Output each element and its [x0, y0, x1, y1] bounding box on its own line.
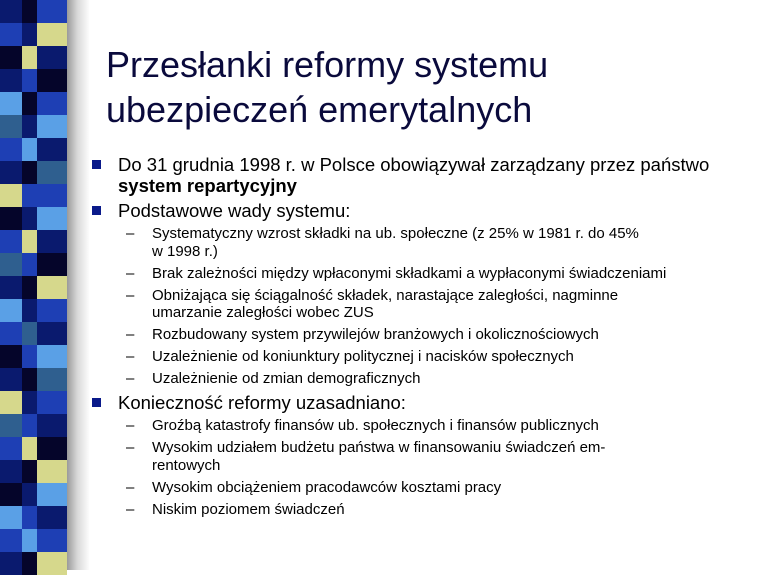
- strip-block: [0, 46, 22, 69]
- strip-block: [37, 276, 67, 299]
- dash-marker: –: [126, 500, 135, 518]
- sub-item-text: rentowych: [152, 456, 221, 474]
- strip-block: [0, 391, 22, 414]
- strip-block: [22, 161, 37, 184]
- title-line-2: ubezpieczeń emerytalnych: [106, 89, 533, 130]
- strip-block: [37, 184, 67, 207]
- strip-block: [22, 437, 37, 460]
- strip-block: [22, 230, 37, 253]
- strip-block: [22, 23, 37, 46]
- bullet-bold-text: system repartycyjny: [118, 175, 297, 196]
- strip-block: [0, 92, 22, 115]
- strip-block: [22, 184, 37, 207]
- sub-item-text: w 1998 r.): [152, 242, 218, 260]
- dash-marker: –: [126, 326, 135, 343]
- strip-block: [0, 161, 22, 184]
- sub-item: [92, 501, 742, 519]
- strip-block: [37, 322, 67, 345]
- strip-block: [0, 322, 22, 345]
- sub-item-text: Wysokim obciążeniem pracodawców kosztami pracy: [152, 478, 502, 496]
- strip-block: [37, 345, 67, 368]
- bullet-square-icon: [92, 398, 101, 407]
- strip-block: [22, 115, 37, 138]
- sub-item: [92, 439, 742, 474]
- strip-block: [22, 0, 37, 23]
- sub-item-text: Brak zależności między wpłaconymi składkami a wypłaconymi świadczeniami: [152, 264, 667, 282]
- sub-item-text: umarzanie zaległości wobec ZUS: [152, 304, 374, 321]
- strip-block: [37, 483, 67, 506]
- sub-item-text: Groźbą katastrofy finansów ub. społecznych i finansów publicznych: [152, 417, 599, 434]
- strip-block: [0, 299, 22, 322]
- dash-marker: –: [126, 286, 135, 304]
- strip-block: [22, 92, 37, 115]
- strip-block: [37, 92, 67, 115]
- strip-block: [0, 529, 22, 552]
- strip-block: [0, 414, 22, 437]
- strip-block: [37, 391, 67, 414]
- strip-block: [37, 230, 67, 253]
- strip-block: [0, 483, 22, 506]
- strip-block: [0, 115, 22, 138]
- strip-block: [0, 368, 22, 391]
- strip-block: [0, 184, 22, 207]
- strip-block: [22, 460, 37, 483]
- strip-block: [0, 437, 22, 460]
- strip-block: [22, 138, 37, 161]
- strip-block: [37, 368, 67, 391]
- strip-block: [22, 46, 37, 69]
- dash-marker: –: [126, 478, 135, 496]
- strip-block: [22, 529, 37, 552]
- strip-block: [37, 414, 67, 437]
- sub-item-text: Obniżająca się ściągalność składek, narastające zaległości, nagminne: [152, 286, 619, 304]
- strip-block: [0, 138, 22, 161]
- bullet-item: [92, 392, 742, 413]
- bullet-square-icon: [92, 206, 101, 215]
- sub-item-text: Wysokim udziałem budżetu państwa w finansowaniu świadczeń em-: [152, 439, 606, 456]
- strip-block: [22, 552, 37, 575]
- strip-block: [0, 253, 22, 276]
- sub-item: [92, 417, 742, 435]
- strip-block: [37, 506, 67, 529]
- strip-block: [22, 207, 37, 230]
- bullet-text: Konieczność reformy uzasadniano:: [118, 392, 406, 413]
- dash-marker: –: [126, 264, 135, 282]
- sub-item: [92, 479, 742, 497]
- strip-block: [37, 46, 67, 69]
- strip-block: [0, 230, 22, 253]
- strip-block: [22, 322, 37, 345]
- strip-block: [37, 161, 67, 184]
- slide-content: [92, 154, 742, 523]
- strip-block: [0, 0, 22, 23]
- dash-marker: –: [126, 370, 135, 387]
- strip-block: [22, 391, 37, 414]
- strip-block: [0, 345, 22, 368]
- sub-item: [92, 326, 742, 344]
- sub-item: [92, 225, 742, 260]
- strip-block: [37, 437, 67, 460]
- slide-title: [106, 42, 746, 132]
- strip-block: [37, 460, 67, 483]
- strip-block: [37, 69, 67, 92]
- strip-block: [0, 506, 22, 529]
- strip-block: [37, 529, 67, 552]
- sub-item: [92, 287, 742, 322]
- sub-item-text: Uzależnienie od koniunktury politycznej i nacisków społecznych: [152, 348, 574, 365]
- strip-block: [22, 276, 37, 299]
- dash-marker: –: [126, 348, 135, 365]
- strip-shadow: [67, 0, 90, 570]
- strip-block: [0, 552, 22, 575]
- sub-item: [92, 348, 742, 366]
- strip-block: [22, 368, 37, 391]
- strip-block: [0, 276, 22, 299]
- sub-item: [92, 265, 742, 283]
- strip-block: [22, 299, 37, 322]
- strip-block: [22, 414, 37, 437]
- decorative-side-strip: [0, 0, 90, 570]
- strip-block: [0, 207, 22, 230]
- strip-block: [37, 207, 67, 230]
- strip-block: [37, 552, 67, 575]
- sub-item-text: Niskim poziomem świadczeń: [152, 500, 345, 518]
- bullet-text: Podstawowe wady systemu:: [118, 200, 351, 221]
- strip-block: [22, 345, 37, 368]
- strip-block: [22, 253, 37, 276]
- strip-block: [22, 483, 37, 506]
- strip-block: [0, 460, 22, 483]
- strip-block: [37, 115, 67, 138]
- sub-item-text: Uzależnienie od zmian demograficznych: [152, 370, 421, 387]
- sub-item-text: Systematyczny wzrost składki na ub. społeczne (z 25% w 1981 r. do 45%: [152, 225, 639, 242]
- strip-block: [0, 69, 22, 92]
- title-line-1: Przesłanki reformy systemu: [106, 44, 549, 85]
- sub-item: [92, 370, 742, 388]
- bullet-square-icon: [92, 160, 101, 169]
- bullet-item: [92, 200, 742, 221]
- strip-block: [37, 138, 67, 161]
- strip-block: [37, 299, 67, 322]
- sub-item-text: Rozbudowany system przywilejów branżowych i okolicznościowych: [152, 326, 599, 343]
- dash-marker: –: [126, 225, 135, 242]
- strip-block: [37, 0, 67, 23]
- strip-block: [0, 23, 22, 46]
- strip-block: [22, 506, 37, 529]
- dash-marker: –: [126, 417, 135, 434]
- bullet-item: [92, 154, 742, 196]
- strip-block: [37, 253, 67, 276]
- strip-block: [37, 23, 67, 46]
- bullet-text: Do 31 grudnia 1998 r. w Polsce obowiązywał zarządzany przez państwo: [118, 154, 710, 175]
- dash-marker: –: [126, 439, 135, 456]
- strip-block: [22, 69, 37, 92]
